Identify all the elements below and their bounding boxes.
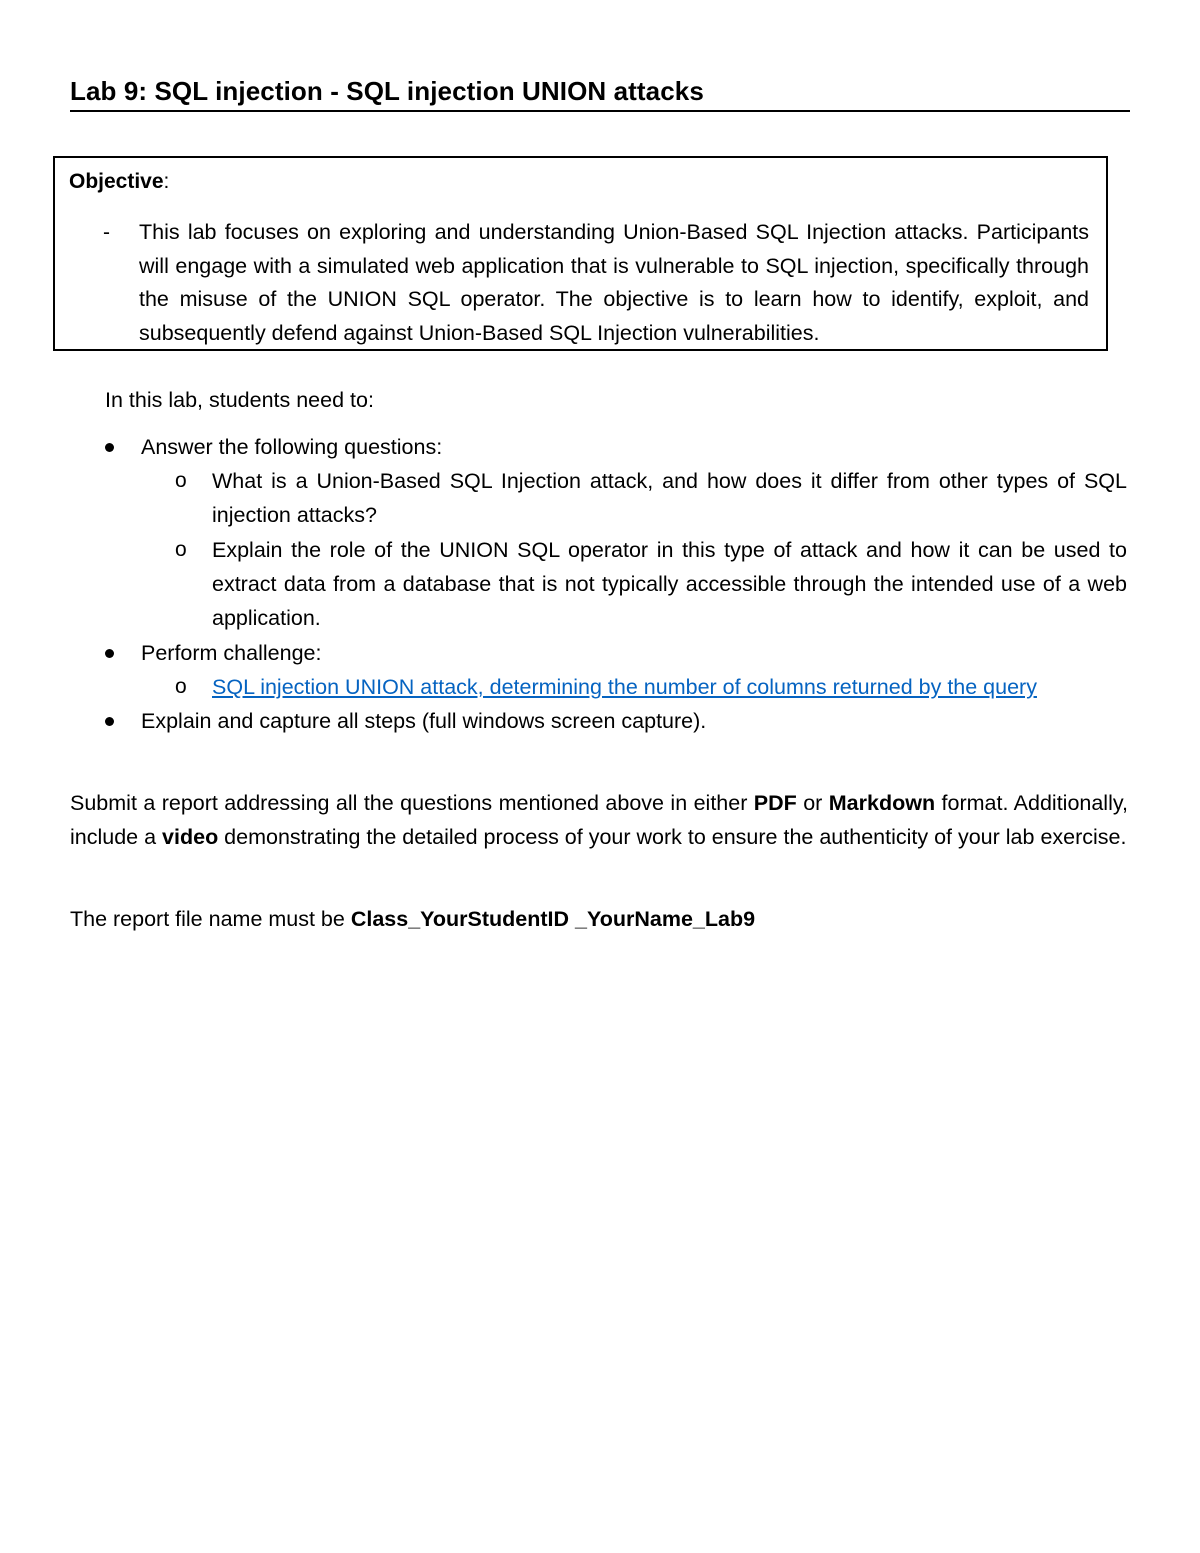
task-label: Explain and capture all steps (full windows screen capture). <box>141 709 707 733</box>
pdf-format: PDF <box>753 791 797 815</box>
video-term: video <box>162 825 219 849</box>
markdown-format: Markdown <box>828 791 936 815</box>
objective-box <box>53 156 1108 351</box>
challenge-link[interactable]: SQL injection UNION attack, determining the number of columns returned by the query <box>212 675 1037 699</box>
report-prefix: The report file name must be <box>70 907 351 931</box>
sub-bullet-icon: o <box>175 469 187 492</box>
objective-label-colon: : <box>163 170 170 193</box>
bullet-icon <box>105 649 114 658</box>
bullet-icon <box>105 443 114 452</box>
objective-dash: - <box>103 221 110 244</box>
challenge-text <box>212 670 1127 704</box>
page-title: Lab 9: SQL injection - SQL injection UNION attacks <box>70 74 1130 112</box>
objective-heading <box>69 168 169 196</box>
report-filename-line <box>70 902 755 936</box>
report-filename: Class_YourStudentID _YourName_Lab9 <box>350 907 756 931</box>
intro-text: In this lab, students need to: <box>105 388 374 412</box>
sub-bullet-icon: o <box>175 538 187 561</box>
question-text: What is a Union-Based SQL Injection attack, and how does it differ from other types of SQL injection attacks? <box>212 469 1127 527</box>
submit-text: or <box>796 791 829 815</box>
bullet-icon <box>105 717 114 726</box>
submit-text: format. Additionally, include a <box>70 791 1128 849</box>
task-label: Answer the following questions: <box>141 435 443 459</box>
submit-paragraph <box>70 786 1128 854</box>
submit-text: Submit a report addressing all the questions mentioned above in either <box>70 791 754 815</box>
question-text: Explain the role of the UNION SQL operator in this type of attack and how it can be used to extract data from a database that is not typically accessible through the intended use of a web application. <box>212 538 1127 630</box>
objective-text: This lab focuses on exploring and understanding Union-Based SQL Injection attacks. Participants will engage with a simulated web application that is vulnerable to SQL injection, specifically through the misuse of the UNION SQL operator. The objective is to learn how to identify, exploit, and subsequently defend against Union-Based SQL Injection vulnerabilities. <box>139 220 1089 345</box>
objective-label: Objective <box>69 170 164 193</box>
sub-bullet-icon: o <box>175 675 187 698</box>
task-label: Perform challenge: <box>141 641 322 665</box>
submit-text: demonstrating the detailed process of your work to ensure the authenticity of your lab exercise. <box>218 825 1127 849</box>
